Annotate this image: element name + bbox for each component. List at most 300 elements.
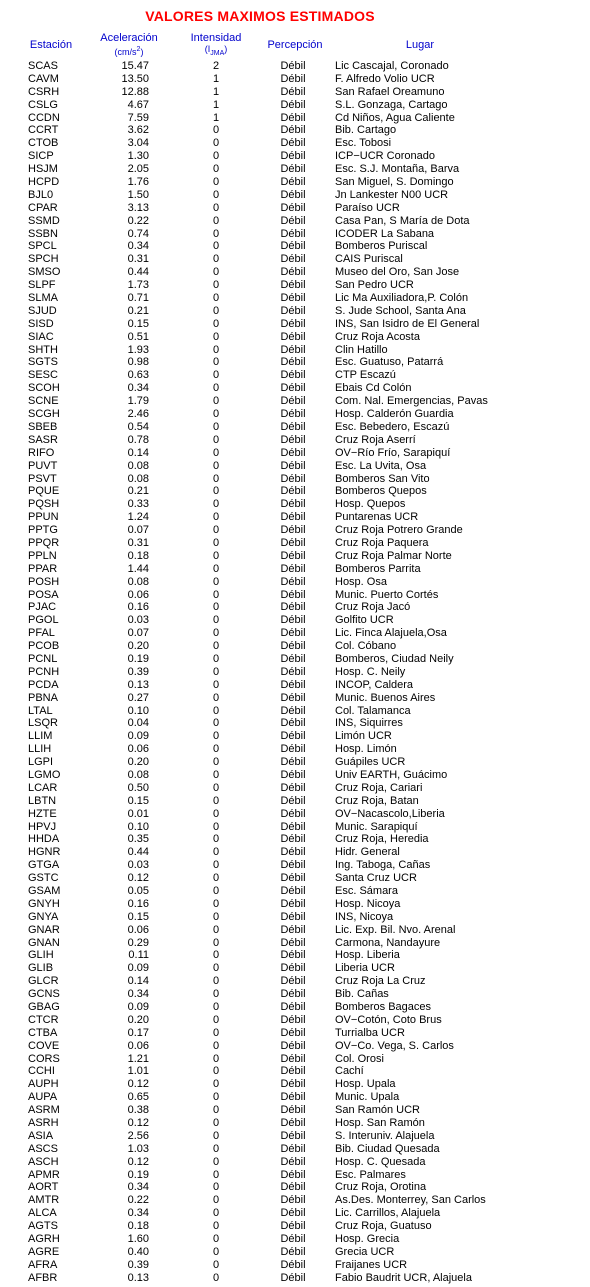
perception-value: Débil	[280, 201, 306, 214]
acceleration-value: 0.13	[127, 678, 149, 691]
perception-value: Débil	[280, 1039, 306, 1052]
perception-value: Débil	[280, 382, 306, 395]
intensity-value: 0	[212, 1129, 220, 1142]
location-name: Esc. Sámara	[335, 885, 398, 897]
acceleration-value: 0.12	[127, 872, 149, 885]
station-code: PCOB	[28, 640, 60, 653]
perception-value: Débil	[280, 1142, 306, 1155]
intensity-value: 0	[212, 343, 220, 356]
station-code: PPAR	[28, 562, 58, 575]
location-name: Carmona, Nandayure	[335, 936, 441, 949]
acceleration-value: 2.05	[127, 163, 149, 176]
table-row	[0, 692, 590, 705]
table-row	[0, 369, 590, 382]
perception-value: Débil	[280, 704, 306, 717]
acceleration-value: 0.07	[127, 524, 149, 537]
intensity-value: 0	[212, 743, 220, 756]
location-name: As.Des. Monterrey, San Carlos	[335, 1194, 486, 1207]
station-code: GNYH	[28, 897, 60, 910]
intensity-value: 0	[212, 640, 220, 653]
table-row	[0, 898, 590, 911]
table-row	[0, 1117, 590, 1130]
acceleration-value: 0.22	[127, 214, 149, 227]
table-row	[0, 395, 590, 408]
location-name: Limón UCR	[335, 730, 392, 743]
acceleration-value: 0.78	[127, 433, 149, 446]
acceleration-value: 0.15	[127, 317, 149, 330]
intensity-value: 0	[212, 962, 220, 975]
intensity-value: 0	[212, 1245, 220, 1258]
table-row	[0, 924, 590, 937]
station-code: GLCR	[28, 975, 59, 988]
location-name: Bomberos Parrita	[335, 562, 421, 575]
station-code: GSAM	[28, 885, 61, 897]
station-code: SHTH	[28, 343, 58, 356]
int-subscript: JMA	[210, 49, 225, 57]
table-row	[0, 769, 590, 782]
station-code: GNYA	[28, 910, 59, 923]
perception-value: Débil	[280, 472, 306, 485]
table-row	[0, 949, 590, 962]
intensity-value: 0	[212, 433, 220, 446]
intensity-value: 0	[212, 1091, 220, 1104]
intensity-value: 0	[212, 807, 220, 820]
intensity-value: 0	[212, 382, 220, 395]
station-code: PPTG	[28, 524, 58, 537]
intensity-value: 0	[212, 988, 220, 1001]
perception-value: Débil	[280, 846, 306, 859]
location-name: Cruz Roja, Cariari	[335, 781, 423, 794]
station-code: GBAG	[28, 1001, 60, 1014]
intensity-value: 0	[212, 201, 220, 214]
acceleration-value: 0.18	[127, 1220, 149, 1233]
table-row	[0, 60, 590, 73]
location-name: Bib. Ciudad Quesada	[335, 1142, 440, 1155]
location-name: Hosp. Nicoya	[335, 897, 401, 910]
acceleration-value: 3.13	[127, 201, 149, 214]
perception-value: Débil	[280, 536, 306, 549]
perception-value: Débil	[280, 1220, 306, 1233]
perception-value: Débil	[280, 188, 306, 201]
station-code: CPAR	[28, 201, 58, 214]
station-code: PJAC	[28, 601, 57, 614]
station-code: PPLN	[28, 549, 57, 562]
station-code: SJUD	[28, 304, 57, 317]
intensity-value: 0	[212, 188, 220, 201]
intensity-value: 0	[212, 1039, 220, 1052]
location-name: OV−Río Frío, Sarapiquí	[335, 446, 451, 459]
intensity-value: 0	[212, 356, 220, 369]
intensity-value: 0	[212, 627, 220, 640]
table-row	[0, 1001, 590, 1014]
acceleration-value: 1.60	[127, 1233, 149, 1246]
table-row	[0, 266, 590, 279]
station-code: BJL0	[28, 188, 54, 201]
table-row	[0, 937, 590, 950]
station-code: AORT	[28, 1181, 59, 1194]
location-name: Santa Cruz UCR	[335, 872, 417, 885]
perception-value: Débil	[280, 678, 306, 691]
intensity-value: 0	[212, 781, 220, 794]
location-name: San Pedro UCR	[335, 279, 414, 292]
acceleration-value: 0.40	[127, 1245, 149, 1258]
perception-value: Débil	[280, 163, 306, 176]
table-row	[0, 1207, 590, 1220]
acceleration-value: 0.01	[127, 807, 149, 820]
table-row	[0, 550, 590, 563]
perception-value: Débil	[280, 343, 306, 356]
acceleration-value: 0.15	[127, 910, 149, 923]
intensity-value: 0	[212, 1168, 220, 1181]
location-name: Liberia UCR	[335, 962, 395, 975]
station-code: LTAL	[28, 704, 53, 717]
perception-value: Débil	[280, 794, 306, 807]
acceleration-value: 0.63	[127, 369, 149, 382]
station-code: AGTS	[28, 1220, 58, 1233]
intensity-value: 0	[212, 266, 220, 279]
perception-value: Débil	[280, 652, 306, 665]
table-row	[0, 279, 590, 292]
location-name: Lic Cascajal, Coronado	[335, 60, 449, 72]
station-code: HZTE	[28, 807, 57, 820]
station-code: PSVT	[28, 472, 57, 485]
perception-value: Débil	[280, 1104, 306, 1117]
intensity-value: 0	[212, 1233, 220, 1246]
location-name: Munic. Upala	[335, 1091, 400, 1104]
station-code: CTCR	[28, 1013, 59, 1026]
location-name: Lic. Exp. Bil. Nvo. Arenal	[335, 923, 456, 936]
perception-value: Débil	[280, 743, 306, 756]
table-row	[0, 344, 590, 357]
station-code: SPCL	[28, 240, 57, 253]
station-code: PCNH	[28, 665, 60, 678]
location-name: Paraíso UCR	[335, 201, 400, 214]
location-name: S. Interuniv. Alajuela	[335, 1129, 435, 1142]
perception-value: Débil	[280, 1091, 306, 1104]
perception-value: Débil	[280, 872, 306, 885]
acceleration-value: 1.01	[127, 1065, 149, 1078]
perception-value: Débil	[280, 304, 306, 317]
intensity-value: 0	[212, 846, 220, 859]
location-name: CTP Escazú	[335, 369, 396, 382]
header-aceleracion	[88, 33, 170, 58]
intensity-value: 0	[212, 691, 220, 704]
intensity-value: 0	[212, 897, 220, 910]
perception-value: Débil	[280, 781, 306, 794]
table-row	[0, 911, 590, 924]
acceleration-value: 0.03	[127, 614, 149, 627]
perception-value: Débil	[280, 1233, 306, 1246]
perception-value: Débil	[280, 562, 306, 575]
station-code: PCNL	[28, 652, 58, 665]
perception-value: Débil	[280, 253, 306, 266]
table-row	[0, 86, 590, 99]
int-open: (I	[204, 44, 211, 54]
intensity-value: 0	[212, 1026, 220, 1039]
acceleration-value: 1.79	[127, 395, 149, 408]
intensity-value: 0	[212, 794, 220, 807]
perception-value: Débil	[280, 601, 306, 614]
location-name: INCOP, Caldera	[335, 678, 414, 691]
location-name: Lic Ma Auxiliadora,P. Colón	[335, 292, 469, 305]
perception-value: Débil	[280, 459, 306, 472]
table-row	[0, 743, 590, 756]
location-name: Clin Hatillo	[335, 343, 388, 356]
intensity-value: 0	[212, 910, 220, 923]
table-row	[0, 730, 590, 743]
perception-value: Débil	[280, 1117, 306, 1130]
acceleration-value: 0.27	[127, 691, 149, 704]
acceleration-value: 0.08	[127, 768, 149, 781]
location-name: Casa Pan, S María de Dota	[335, 214, 470, 227]
acceleration-value: 0.12	[127, 1117, 149, 1130]
table-row	[0, 859, 590, 872]
station-code: SMSO	[28, 266, 61, 279]
location-name: Bomberos Quepos	[335, 485, 427, 498]
table-row	[0, 1169, 590, 1182]
location-name: Cruz Roja Aserrí	[335, 433, 416, 446]
acceleration-value: 0.54	[127, 420, 149, 433]
intensity-value: 0	[212, 150, 220, 163]
station-code: ALCA	[28, 1207, 57, 1220]
location-name: Esc. Guatuso, Patarrá	[335, 356, 444, 369]
station-code: ASIA	[28, 1129, 54, 1142]
perception-value: Débil	[280, 176, 306, 189]
intensity-value: 0	[212, 1078, 220, 1091]
table-row	[0, 202, 590, 215]
table-row	[0, 1233, 590, 1246]
table-row	[0, 421, 590, 434]
station-code: PQUE	[28, 485, 60, 498]
location-name: Univ EARTH, Guácimo	[335, 768, 448, 781]
table-row	[0, 821, 590, 834]
acceleration-value: 12.88	[121, 85, 149, 98]
station-code: SCGH	[28, 408, 60, 421]
station-code: ASCS	[28, 1142, 58, 1155]
table-row	[0, 614, 590, 627]
acceleration-value: 0.11	[128, 949, 149, 962]
location-name: Cruz Roja, Batan	[335, 794, 419, 807]
location-name: Golfito UCR	[335, 614, 394, 627]
station-code: GTGA	[28, 859, 60, 872]
int-close: )	[224, 44, 228, 54]
intensity-value: 0	[212, 446, 220, 459]
acceleration-value: 1.93	[127, 343, 149, 356]
location-name: Munic. Buenos Aires	[335, 691, 436, 704]
acceleration-value: 0.38	[127, 1104, 149, 1117]
acceleration-value: 0.39	[127, 1258, 149, 1271]
intensity-value: 0	[212, 304, 220, 317]
location-name: Cruz Roja, Guatuso	[335, 1220, 432, 1233]
perception-value: Débil	[280, 60, 306, 72]
location-name: Cachí	[335, 1065, 364, 1078]
location-name: Fabio Baudrit UCR, Alajuela	[335, 1271, 472, 1284]
acceleration-value: 0.29	[127, 936, 149, 949]
location-name: Hidr. General	[335, 846, 400, 859]
perception-value: Débil	[280, 1258, 306, 1271]
station-table	[0, 60, 590, 1285]
station-code: CCDN	[28, 111, 60, 124]
intensity-value: 0	[212, 923, 220, 936]
table-row	[0, 666, 590, 679]
perception-value: Débil	[280, 833, 306, 846]
table-row	[0, 872, 590, 885]
acceleration-value: 0.21	[127, 485, 149, 498]
station-code: ASRM	[28, 1104, 60, 1117]
header-estacion: Estación	[29, 39, 73, 51]
station-code: AGRH	[28, 1233, 60, 1246]
acceleration-value: 0.06	[127, 743, 149, 756]
table-row	[0, 356, 590, 369]
perception-value: Débil	[280, 1129, 306, 1142]
station-code: HCPD	[28, 176, 60, 189]
perception-value: Débil	[280, 588, 306, 601]
location-name: Esc. Tobosi	[335, 137, 392, 150]
station-code: POSH	[28, 575, 60, 588]
location-name: Munic. Puerto Cortés	[335, 588, 439, 601]
acceleration-value: 13.50	[121, 72, 149, 85]
intensity-value: 0	[212, 240, 220, 253]
table-row	[0, 537, 590, 550]
intensity-value: 0	[212, 975, 220, 988]
perception-value: Débil	[280, 292, 306, 305]
table-row	[0, 782, 590, 795]
intensity-value: 0	[212, 524, 220, 537]
perception-value: Débil	[280, 446, 306, 459]
acceleration-value: 0.31	[127, 536, 149, 549]
perception-value: Débil	[280, 897, 306, 910]
perception-value: Débil	[280, 627, 306, 640]
acceleration-value: 0.31	[127, 253, 149, 266]
perception-value: Débil	[280, 498, 306, 511]
intensity-value: 0	[212, 1117, 220, 1130]
table-row	[0, 1053, 590, 1066]
perception-value: Débil	[280, 137, 306, 150]
perception-value: Débil	[280, 408, 306, 421]
location-name: Hosp. San Ramón	[335, 1117, 425, 1130]
intensity-value: 0	[212, 949, 220, 962]
acceleration-value: 1.21	[127, 1052, 149, 1065]
perception-value: Débil	[280, 240, 306, 253]
station-code: AUPA	[28, 1091, 58, 1104]
acceleration-value: 0.10	[127, 820, 149, 833]
station-code: SBEB	[28, 420, 58, 433]
location-name: Cruz Roja Acosta	[335, 330, 420, 343]
station-code: GCNS	[28, 988, 60, 1001]
table-row	[0, 447, 590, 460]
station-code: GLIH	[28, 949, 54, 962]
location-name: Jn Lankester N00 UCR	[335, 188, 449, 201]
perception-value: Débil	[280, 820, 306, 833]
acceleration-value: 1.50	[127, 188, 149, 201]
perception-value: Débil	[280, 72, 306, 85]
location-name: OV−Nacascolo,Liberia	[335, 807, 445, 820]
location-name: Munic. Sarapiquí	[335, 820, 418, 833]
station-code: HPVJ	[28, 820, 57, 833]
acceleration-value: 1.30	[127, 150, 149, 163]
table-row	[0, 988, 590, 1001]
intensity-value: 0	[212, 872, 220, 885]
location-name: OV−Co. Vega, S. Carlos	[335, 1039, 454, 1052]
station-code: SLPF	[28, 279, 56, 292]
perception-value: Débil	[280, 859, 306, 872]
location-name: S. Jude School, Santa Ana	[335, 304, 466, 317]
table-row	[0, 228, 590, 241]
header-intensidad-label: Intensidad	[190, 32, 242, 44]
intensity-value: 0	[212, 678, 220, 691]
table-row	[0, 485, 590, 498]
table-row	[0, 163, 590, 176]
station-code: SPCH	[28, 253, 59, 266]
header-aceleracion-unit	[88, 44, 170, 58]
acceleration-value: 2.46	[127, 408, 149, 421]
table-row	[0, 176, 590, 189]
station-code: RIFO	[28, 446, 55, 459]
table-row	[0, 1078, 590, 1091]
perception-value: Débil	[280, 962, 306, 975]
perception-value: Débil	[280, 640, 306, 653]
acceleration-value: 0.16	[127, 601, 149, 614]
table-row	[0, 975, 590, 988]
table-row	[0, 1272, 590, 1285]
station-code: SCOH	[28, 382, 60, 395]
location-name: Col. Talamanca	[335, 704, 411, 717]
station-code: APMR	[28, 1168, 60, 1181]
acceleration-value: 0.20	[127, 756, 149, 769]
acceleration-value: 0.09	[127, 730, 149, 743]
perception-value: Débil	[280, 1168, 306, 1181]
perception-value: Débil	[280, 975, 306, 988]
intensity-value: 0	[212, 369, 220, 382]
intensity-value: 0	[212, 485, 220, 498]
table-row	[0, 498, 590, 511]
intensity-value: 0	[212, 408, 220, 421]
acceleration-value: 0.06	[127, 923, 149, 936]
acceleration-value: 0.08	[127, 575, 149, 588]
table-row	[0, 795, 590, 808]
table-row	[0, 112, 590, 125]
location-name: INS, Siquirres	[335, 717, 403, 730]
location-name: Col. Cóbano	[335, 640, 397, 653]
intensity-value: 0	[212, 820, 220, 833]
location-name: San Ramón UCR	[335, 1104, 420, 1117]
location-name: Lic. Carrillos, Alajuela	[335, 1207, 441, 1220]
acceleration-value: 0.16	[127, 897, 149, 910]
perception-value: Débil	[280, 1181, 306, 1194]
intensity-value: 0	[212, 395, 220, 408]
table-row	[0, 563, 590, 576]
acceleration-value: 0.19	[127, 652, 149, 665]
intensity-value: 0	[212, 317, 220, 330]
acceleration-value: 0.20	[127, 1013, 149, 1026]
table-row	[0, 408, 590, 421]
table-row	[0, 473, 590, 486]
location-name: ICODER La Sabana	[335, 227, 435, 240]
station-code: GNAN	[28, 936, 60, 949]
table-row	[0, 240, 590, 253]
table-row	[0, 1194, 590, 1207]
location-name: Hosp. Grecia	[335, 1233, 400, 1246]
header-percepcion: Percepción	[267, 39, 323, 51]
table-row	[0, 305, 590, 318]
intensity-value: 0	[212, 768, 220, 781]
acceleration-value: 0.05	[127, 885, 149, 897]
table-row	[0, 640, 590, 653]
perception-value: Débil	[280, 150, 306, 163]
intensity-value: 0	[212, 575, 220, 588]
intensity-value: 0	[212, 536, 220, 549]
location-name: Bomberos, Ciudad Neily	[335, 652, 454, 665]
